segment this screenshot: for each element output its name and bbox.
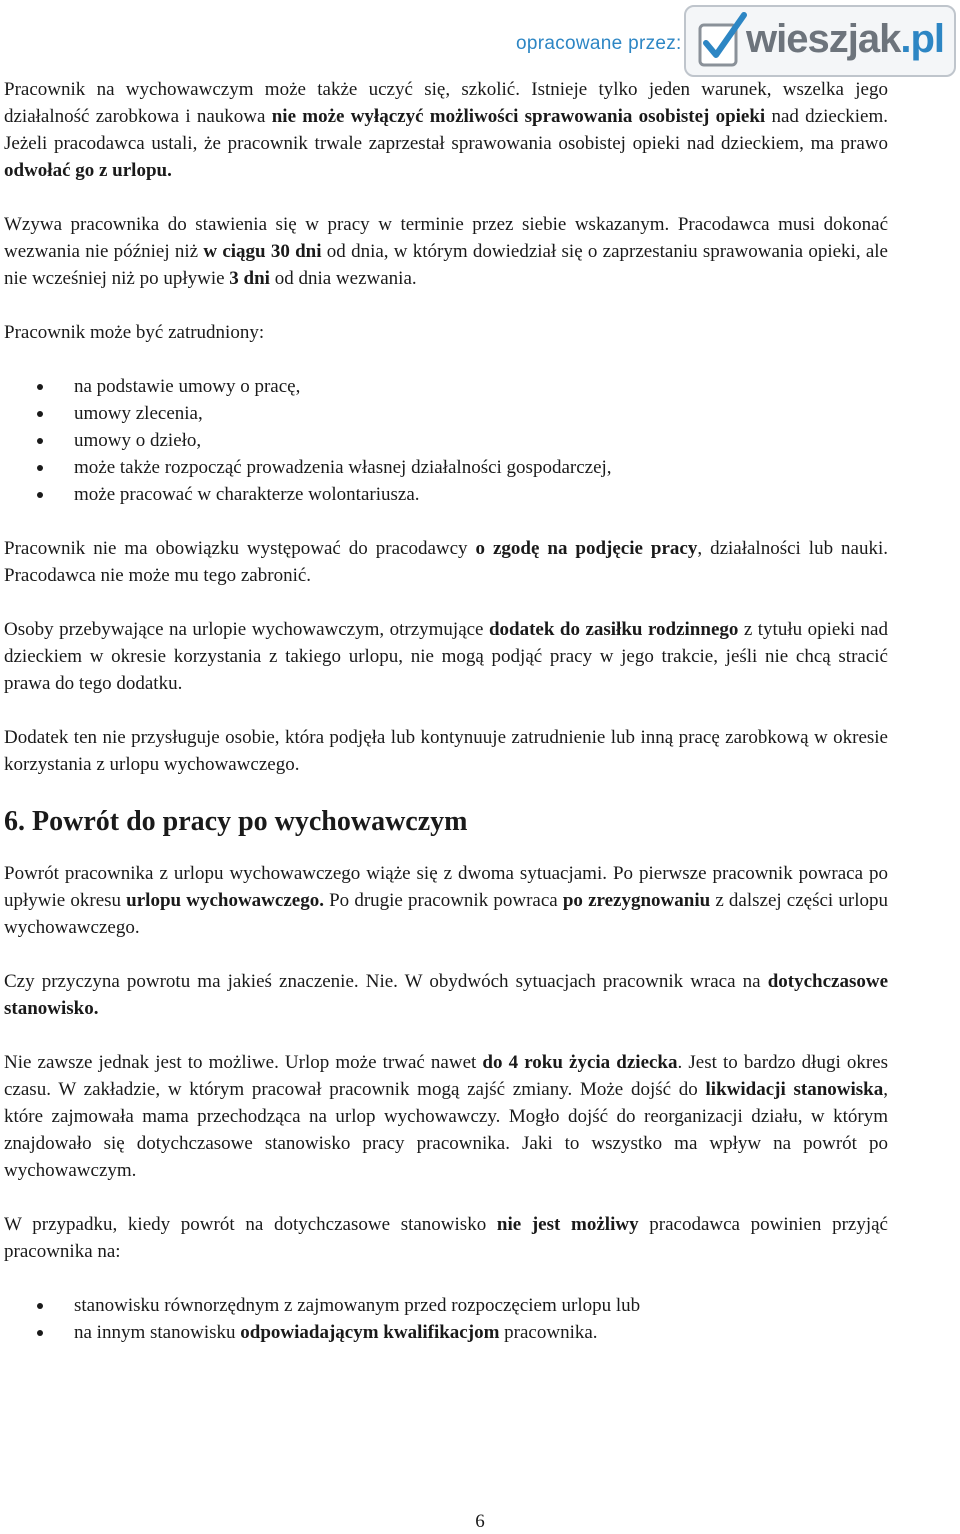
paragraph-no-consent — [4, 535, 888, 589]
text: pracownika. — [499, 1322, 598, 1343]
text: pracodawca powinien przyjąć pracownika na: — [4, 1214, 888, 1262]
paragraph-allowance-exclusion: Dodatek ten nie przysługuje osobie, która podjęła lub kontynuuje zatrudnienie lub inną pracę zarobkową w okresie korzystania z urlopu wychowawczego. — [4, 727, 888, 775]
alternative-positions-list — [4, 1292, 888, 1346]
checkmark-icon — [698, 11, 748, 69]
text: na innym stanowisku — [74, 1322, 241, 1343]
text: . Jest to bardzo długi okres czasu. W zakładzie, w którym pracował pracownik mogą zajść zmiany. Może dojść do — [4, 1052, 888, 1100]
text: Osoby przebywające na urlopie wychowawczym, otrzymujące — [4, 619, 489, 640]
bold-text: likwidacji stanowiska — [705, 1079, 884, 1100]
paragraph-study — [4, 76, 888, 184]
text: Pracownik nie ma obowiązku występować do pracodawcy — [4, 538, 476, 559]
bold-text: odwołać go z urlopu. — [4, 160, 172, 181]
bold-text: do 4 roku życia dziecka — [482, 1052, 678, 1073]
bold-text: 3 dni — [229, 268, 270, 289]
text: , które zajmowała mama przechodząca na urlop wychowawczy. Mogło dojść do reorganizacji działu, w którym znajdowało się dotychczasowe stanowisko pracy pracownika. Jaki to wszystko ma wpływ na powrót po wychowawczym. — [4, 1079, 888, 1181]
bold-text: dodatek do zasiłku rodzinnego — [488, 619, 739, 640]
document-body — [4, 76, 888, 1346]
paragraph-return — [4, 860, 888, 941]
paragraph-summons — [4, 211, 888, 292]
bold-text: dotychczasowe stanowisko. — [4, 971, 888, 1019]
text: Powrót pracownika z urlopu wychowawczego wiąże się z dwoma sytuacjami. Po pierwsze pracownik powraca po upływie okresu — [4, 863, 888, 911]
text: Nie zawsze jednak jest to możliwe. Urlop może trwać nawet — [4, 1052, 483, 1073]
logo-brand-tld: .pl — [900, 17, 944, 61]
list-item: umowy zlecenia, — [4, 400, 888, 427]
section-heading: 6. Powrót do pracy po wychowawczym — [4, 806, 468, 837]
logo-brand-main: wieszjak — [746, 17, 901, 61]
text: z dalszej części urlopu wychowawczego. — [4, 890, 888, 938]
text: , działalności lub nauki. Pracodawca nie może mu tego zabronić. — [4, 538, 888, 586]
bold-text: nie może wyłączyć możliwości sprawowania osobistej opieki — [271, 106, 766, 127]
text: od dnia, w którym dowiedział się o zaprzestaniu sprawowania opieki, ale nie wcześniej niż po upływie — [4, 241, 888, 289]
page-number: 6 — [475, 1511, 485, 1532]
paragraph-alternative — [4, 1211, 888, 1265]
text: Pracownik na wychowawczym może także uczyć się, szkolić. Istnieje tylko jeden warunek, wszelka jego działalność zarobkowa i naukowa — [4, 79, 888, 127]
text: z tytułu opieki nad dzieckiem w okresie korzystania z takiego urlopu, nie mogą podjąć pracy w jego trakcie, jeśli nie chcą stracić prawa do tego dodatku. — [4, 619, 888, 694]
bold-text: po zrezygnowaniu — [562, 890, 711, 911]
paragraph-allowance — [4, 616, 888, 697]
text: od dnia wezwania. — [269, 268, 417, 289]
text: nad dzieckiem. Jeżeli pracodawca ustali, że pracownik trwale zaprzestał sprawowania osobistej opieki nad dzieckiem, ma prawo — [4, 106, 888, 154]
bold-text: w ciągu 30 dni — [203, 241, 322, 262]
bold-text: odpowiadającym kwalifikacjom — [240, 1322, 500, 1343]
logo-brand — [746, 17, 944, 62]
list-item: może także rozpocząć prowadzenia własnej działalności gospodarczej, — [4, 454, 888, 481]
bold-text: o zgodę na podjęcie pracy — [475, 538, 698, 559]
list-item — [4, 1319, 888, 1346]
logo — [684, 5, 956, 77]
text: W przypadku, kiedy powrót na dotychczasowe stanowisko — [4, 1214, 497, 1235]
text: Po drugie pracownik powraca — [323, 890, 563, 911]
list-item: umowy o dzieło, — [4, 427, 888, 454]
employment-list — [4, 373, 888, 508]
list-item: stanowisku równorzędnym z zajmowanym przed rozpoczęciem urlopu lub — [4, 1292, 888, 1319]
text: Wzywa pracownika do stawienia się w pracy w terminie przez siebie wskazanym. Pracodawca musi dokonać wezwania nie później niż — [4, 214, 888, 262]
list-item: na podstawie umowy o pracę, — [4, 373, 888, 400]
list-item: może pracować w charakterze wolontariusza. — [4, 481, 888, 508]
text: Czy przyczyna powrotu ma jakieś znaczenie. Nie. W obydwóch sytuacjach pracownik wraca na — [4, 971, 768, 992]
paragraph-not-always-possible — [4, 1049, 888, 1184]
logo-tagline: opracowane przez: — [516, 33, 682, 54]
page-header — [0, 0, 960, 78]
paragraph-reason — [4, 968, 888, 1022]
bold-text: nie jest możliwy — [496, 1214, 639, 1235]
paragraph-employment-intro: Pracownik może być zatrudniony: — [4, 322, 265, 343]
bold-text: urlopu wychowawczego. — [126, 890, 324, 911]
